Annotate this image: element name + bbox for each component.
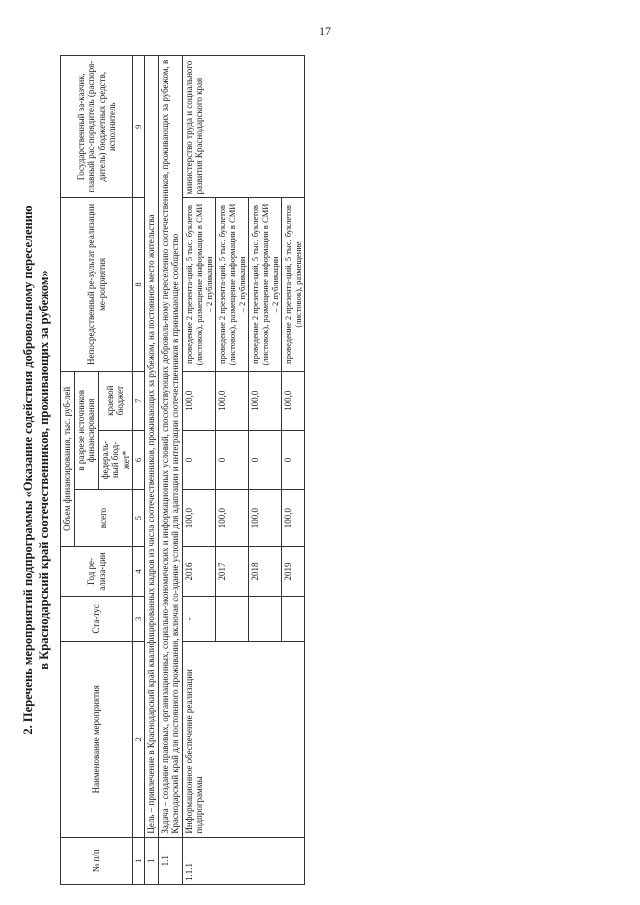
heading-line-2: в Краснодарский край соотечественников, проживающих за рубежом» xyxy=(37,270,51,670)
activity-name: Информационное обеспечение реализации подпрограммы xyxy=(182,641,304,837)
row-result: проведение 2 презента-ций, 5 тыс. буклетов (листовок), размещение информации в СМИ – 2 публикации xyxy=(215,198,248,371)
task-num: 1.1 xyxy=(158,837,182,884)
header-year: Год ре-ализа-ции xyxy=(61,547,133,597)
rotated-page xyxy=(20,55,602,885)
column-number: 6 xyxy=(133,430,145,489)
row-federal: 0 xyxy=(182,430,215,489)
row-regional: 100,0 xyxy=(182,371,215,430)
activity-customer: министерство труда и социального развития Краснодарского края xyxy=(182,56,304,198)
header-federal: федераль-ный бюд-жет* xyxy=(98,430,133,489)
row-total: 100,0 xyxy=(215,490,248,547)
column-number: 4 xyxy=(133,547,145,597)
activities-table xyxy=(60,55,305,885)
column-number: 8 xyxy=(133,198,145,371)
header-num: № п/п xyxy=(61,837,133,884)
row-federal: 0 xyxy=(248,430,281,489)
row-year: 2019 xyxy=(281,547,304,597)
row-regional: 100,0 xyxy=(248,371,281,430)
row-federal: 0 xyxy=(281,430,304,489)
header-name: Наименование мероприятия xyxy=(61,641,133,837)
row-federal: 0 xyxy=(215,430,248,489)
row-result: проведение 2 презента-ций, 5 тыс. буклетов (листовок), размещение xyxy=(281,198,304,371)
activity-status: - xyxy=(182,596,215,641)
column-number: 9 xyxy=(133,56,145,198)
activity-num: 1.1.1 xyxy=(182,837,304,884)
column-number: 2 xyxy=(133,641,145,837)
header-row-1 xyxy=(61,56,75,885)
row-result: проведение 2 презента-ций, 5 тыс. буклетов (листовок), размещение информации в СМИ – 2 публикации xyxy=(182,198,215,371)
goal-num: 1 xyxy=(145,837,159,884)
task-row xyxy=(158,56,182,885)
header-funding: Объем финансирования, тыс. руб-лей xyxy=(61,371,75,547)
row-regional: 100,0 xyxy=(281,371,304,430)
status-empty xyxy=(281,596,304,641)
header-customer: Государственный за-казчик, главный рас-порядитель (распоря-дитель) бюджетных средств, исполнитель xyxy=(61,56,133,198)
header-status: Ста-тус xyxy=(61,596,133,641)
goal-row xyxy=(145,56,159,885)
row-total: 100,0 xyxy=(248,490,281,547)
column-number: 5 xyxy=(133,490,145,547)
header-regional: краевой бюджет xyxy=(98,371,133,430)
page-number: 17 xyxy=(319,24,331,38)
header-total: всего xyxy=(74,490,133,547)
row-result: проведение 2 презента-ций, 5 тыс. буклетов (листовок), размещение информации в СМИ – 2 публикации xyxy=(248,198,281,371)
column-number-row xyxy=(133,56,145,885)
header-by-source: в разрезе источников финансирования xyxy=(74,371,98,490)
status-empty xyxy=(215,596,248,641)
column-number: 3 xyxy=(133,596,145,641)
column-number: 7 xyxy=(133,371,145,430)
goal-text: Цель – привлечение в Краснодарский край квалифицированных кадров из числа соотечественников, проживающих за рубежом, на постоянное место жительства xyxy=(145,56,159,838)
row-total: 100,0 xyxy=(281,490,304,547)
status-empty xyxy=(248,596,281,641)
row-year: 2018 xyxy=(248,547,281,597)
row-total: 100,0 xyxy=(182,490,215,547)
row-year: 2016 xyxy=(182,547,215,597)
column-number: 1 xyxy=(133,837,145,884)
task-text: Задача – создание правовых, организационных, социально-экономических и информационных условий, способствующих доброволь-ному переселению соотечественников, проживающих за рубежом, в Краснодарский край для постоянного проживания, включая со-здание условий для адаптации и интеграции соотечественников в принимающее сообщество xyxy=(158,56,182,838)
activity-row xyxy=(182,56,215,885)
section-heading xyxy=(20,55,52,885)
header-result: Непосредственный ре-зультат реализации ме-роприятия xyxy=(61,198,133,371)
row-year: 2017 xyxy=(215,547,248,597)
row-regional: 100,0 xyxy=(215,371,248,430)
heading-line-1: 2. Перечень мероприятий подпрограммы «Оказание содействия добровольному переселению xyxy=(21,205,35,735)
